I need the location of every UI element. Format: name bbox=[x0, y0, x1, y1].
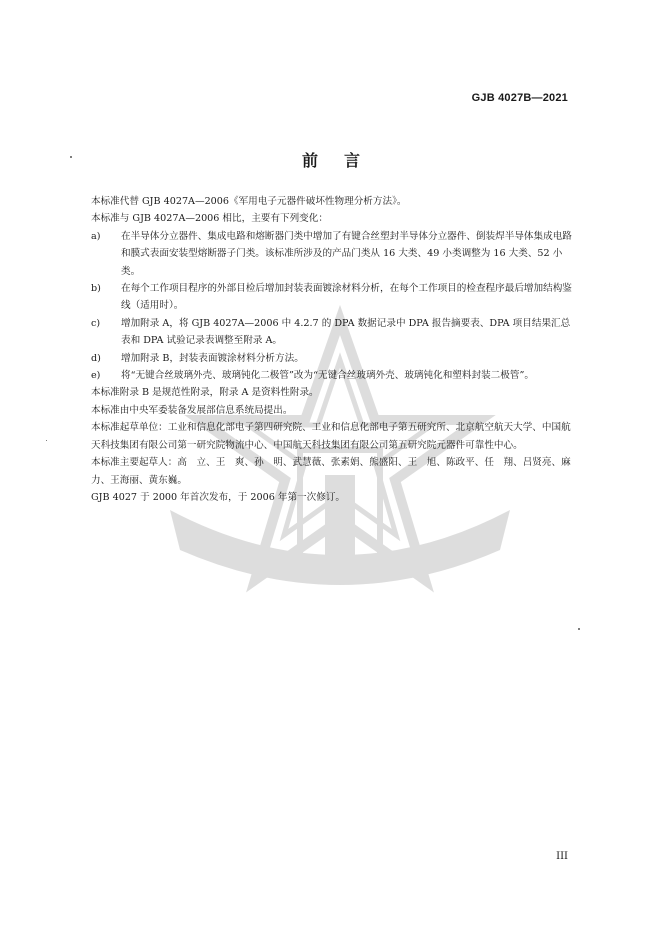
paragraph-replaces: 本标准代替 GJB 4027A—2006《军用电子元器件破坏性物理分析方法》。 bbox=[91, 196, 407, 207]
scan-speck bbox=[578, 628, 580, 630]
change-item-text: 在每个工作项目程序的外部目检后增加封装表面镀涂材料分析，在每个工作项目的检查程序最后增加结构鉴线（适用时）。 bbox=[121, 283, 572, 312]
preface-body bbox=[91, 193, 581, 506]
change-item-mark: a) bbox=[91, 230, 101, 242]
paragraph-proposer: 本标准由中央军委装备发展部信息系统局提出。 bbox=[91, 404, 293, 416]
paragraph-drafters: 本标准主要起草人：高 立、王 爽、孙 明、武慧薇、张素娟、熊盛阳、王 旭、陈政平、任 翔、吕贤亮、麻 力、王海丽、黄东巍。 bbox=[91, 457, 581, 486]
change-item-text: 在半导体分立器件、集成电路和熔断器门类中增加了有键合丝塑封半导体分立器件、倒装焊半导体集成电路和膜式表面安装型熔断器子门类。该标准所涉及的产品门类从 16 大类、49 小类调整为 16 大类、52 小类。 bbox=[121, 230, 572, 277]
page-number: III bbox=[556, 851, 568, 862]
scan-speck bbox=[46, 440, 47, 441]
change-item-mark: e) bbox=[91, 370, 101, 382]
change-item-text: 增加附录 A，将 GJB 4027A—2006 中 4.2.7 的 DPA 数据记录中 DPA 报告摘要表、DPA 项目结果汇总表和 DPA 试验记录表调整至附录 A。 bbox=[121, 317, 571, 347]
change-item-text: 将“无键合丝玻璃外壳、玻璃钝化二极管”改为“无键合丝玻璃外壳、玻璃钝化和塑料封装二极管”。 bbox=[121, 370, 534, 382]
change-item bbox=[91, 280, 573, 315]
change-item bbox=[91, 350, 573, 367]
change-item-mark: b) bbox=[91, 283, 101, 295]
page-title: 前言 bbox=[301, 151, 386, 170]
change-item-mark: d) bbox=[91, 352, 101, 364]
paragraph-appendix-nature: 本标准附录 B 是规范性附录，附录 A 是资料性附录。 bbox=[91, 387, 319, 399]
paragraph-compare: 本标准与 GJB 4027A—2006 相比，主要有下列变化： bbox=[91, 213, 328, 225]
paragraph-drafting-units: 本标准起草单位：工业和信息化部电子第四研究院、工业和信息化部电子第五研究所、北京航空航天大学、中国航天科技集团有限公司第一研究院物流中心、中国航天科技集团有限公司第五研究院元器件可靠性中心。 bbox=[91, 422, 571, 451]
change-item bbox=[91, 315, 573, 350]
change-item-text: 增加附录 B，封装表面镀涂材料分析方法。 bbox=[121, 352, 304, 364]
change-item-mark: c) bbox=[91, 317, 101, 329]
change-item bbox=[91, 228, 573, 280]
paragraph-history: GJB 4027 于 2000 年首次发布，于 2006 年第一次修订。 bbox=[91, 491, 346, 503]
scan-speck bbox=[70, 156, 72, 158]
standard-code: GJB 4027B—2021 bbox=[471, 92, 568, 104]
change-item bbox=[91, 367, 573, 384]
